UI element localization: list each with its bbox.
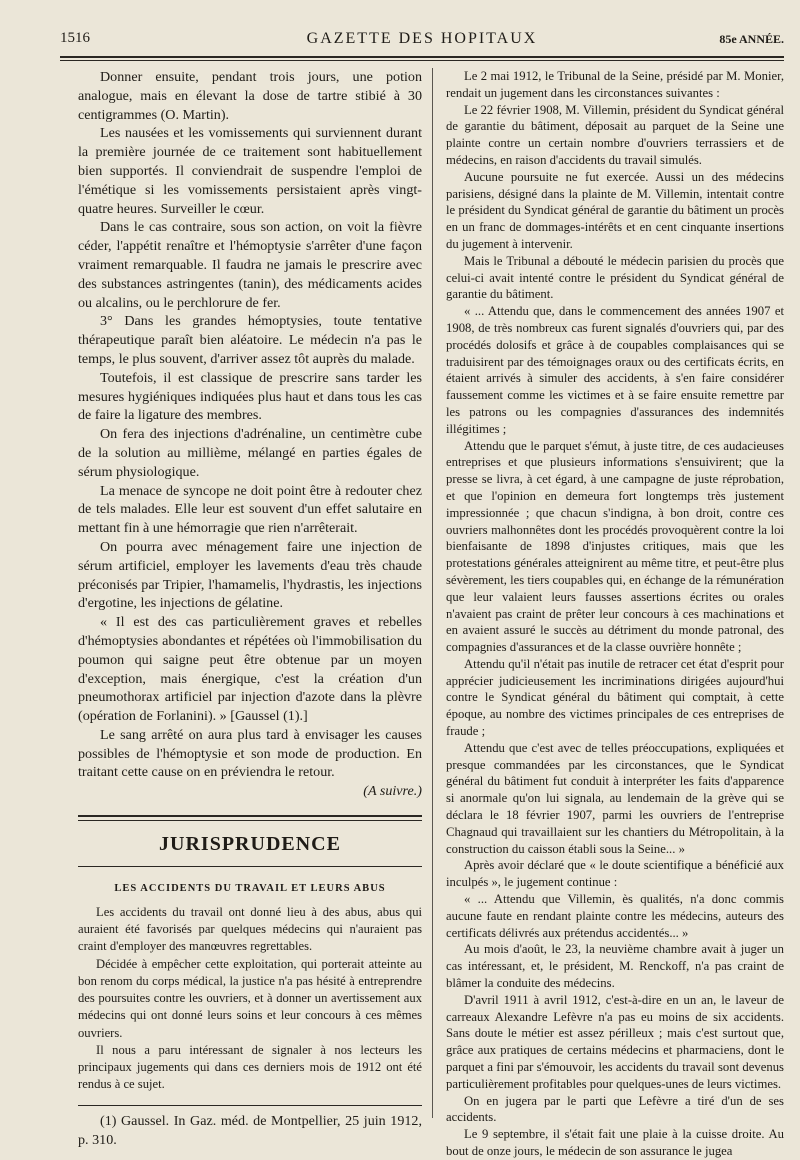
article-subtitle: LES ACCIDENTS DU TRAVAIL ET LEURS ABUS <box>114 883 386 895</box>
paragraph: On fera des injections d'adrénaline, un centimètre cube de la solution au millième, mélangé en parties égales de sérum physiologique. <box>78 426 422 480</box>
paragraph: Il nous a paru intéressant de signaler à nos lecteurs les principaux jugements qui dans ces derniers mois de 1912 ont été rendus à ce sujet. <box>78 1042 422 1092</box>
page-number: 1516 <box>60 30 90 46</box>
paragraph: Décidée à empêcher cette exploitation, qui porterait atteinte au bon renom du corps médical, la justice n'a pas hésité à entreprendre des poursuites contre les ouvriers, et à donner un avertissement aux médecins qui ont donné leurs soins et leur concours à ces mêmes ouvriers. <box>78 956 422 1040</box>
paragraph: Le 22 février 1908, M. Villemin, président du Syndicat général de garantie du bâtiment, déposait au parquet de la Seine une plainte contre un certain nombre d'ouvriers terrassiers et de médecins, en raison d'accidents du travail simulés. <box>446 102 784 167</box>
page-header <box>60 30 784 54</box>
paragraph: On pourra avec ménagement faire une injection de sérum artificiel, employer les lavements d'eau très chaude préconisés par Tripier, l'hamamelis, l'hydrastis, les injections d'ergotine, les injections de gélatine. <box>78 538 422 612</box>
paragraph: Mais le Tribunal a débouté le médecin parisien du procès que celui-ci avait intenté contre le président du Syndicat général de garantie du bâtiment. <box>446 253 784 302</box>
paragraph: Dans le cas contraire, sous son action, on voit la fièvre céder, l'appétit renaître et l'hémoptysie s'arrêter d'une façon vraiment remarquable. Il faudra ne jamais le prescrire avec des substances astringentes (tanin), des médicaments acides ou alcalins, ou le perchlorure de fer. <box>78 219 422 311</box>
column-separator <box>432 68 433 1118</box>
paragraph: Attendu que le parquet s'émut, à juste titre, de ces audacieuses entreprises et que plusieurs informations s'ensuivirent; que la presse se livra, à cet égard, à une campagne de juste réprobation, et que l'opinion en demeura fort longtemps très justement impressionnée ; que chacun s'indigna, à bon droit, contre ces ouvriers malhonnêtes dont les procédés provoquèrent contre la loi bienfaisante de 1898 d'injustes critiques, mais que les protestations générales atteignirent au même titre, et peut-être plus sévèrement, les tiers coupables qui, en échange de la rémunération que leur valaient leurs fausses assertions écrites ou orales n'avaient pas craint de prêter leur concours à ces machinations et en avaient assuré le succès au détriment du monde patronal, des compagnies d'assurances et de la classe ouvrière honnête ; <box>446 438 784 655</box>
paragraph: Les accidents du travail ont donné lieu à des abus, abus qui auraient été favorisés par quelques médecins qui n'auraient pas craint d'employer des manœuvres regrettables. <box>78 905 422 954</box>
journal-title: GAZETTE DES HOPITAUX <box>306 30 538 47</box>
paragraph: Après avoir déclaré que « le doute scientifique a bénéficié aux inculpés », le jugement continue : <box>446 858 784 890</box>
paragraph: Au mois d'août, le 23, la neuvième chambre avait à juger un cas intéressant, et, le président, M. Renckoff, n'a pas craint de blâmer la conduite des médecins. <box>446 942 784 991</box>
section-rule <box>78 815 422 817</box>
header-rule-thin <box>60 60 784 61</box>
paragraph: Attendu qu'il n'était pas inutile de retracer cet état d'esprit pour apprécier judicieusement les incriminations dirigées aujourd'hui contre le Syndicat général du bâtiment qui comptait, à cette époque, au nombre des victimes principales de ces entreprises de fraude ; <box>446 656 784 739</box>
paragraph: La menace de syncope ne doit point être à redouter chez de tels malades. Elle leur est souvent d'un effet salutaire en mettant fin à une hémorragie que rien n'arrêterait. <box>78 482 422 537</box>
section-title: JURISPRUDENCE <box>159 833 341 856</box>
paragraph: « Il est des cas particulièrement graves et rebelles d'hémoptysies abondantes et répétées où l'immobilisation du poumon qui saigne peut être obtenue par un moyen d'exception, mais énergique, c'est la création d'un pneumothorax artificiel par injection d'azote dans la plèvre (opération de Forlanini). » [Gaussel (1).] <box>78 614 422 725</box>
paragraph: Le 9 septembre, il s'était fait une plaie à la cuisse droite. Au bout de onze jours, le médecin de son assurance le jugea <box>446 1127 784 1158</box>
paragraph: Donner ensuite, pendant trois jours, une potion analogue, mais en élevant la dose de tartre stibié à 30 centigrammes (O. Martin). <box>78 69 422 123</box>
paragraph: Les nausées et les vomissements qui surviennent durant la première journée de ce traitement sont habituellement bien supportés. Il conviendrait de suspendre l'emploi de l'émétique si les vomissements persistaient après vingt-quatre heures. Surveiller le cœur. <box>78 125 422 217</box>
paragraph: Aucune poursuite ne fut exercée. Aussi un des médecins parisiens, désigné dans la plainte de M. Villemin, intentait contre le président du Syndicat général de garantie du bâtiment un procès en un franc de dommages-intérêts et en cent cinquante insertions du jugement à intervenir. <box>446 169 784 251</box>
paragraph: 3° Dans les grandes hémoptysies, toute tentative thérapeutique paraît bien aléatoire. Le médecin n'a pas le temps, le plus souvent, d'arriver assez tôt auprès du malade. <box>78 313 422 367</box>
to-be-continued: (A suivre.) <box>363 783 422 800</box>
section-title-rule <box>78 866 422 867</box>
journal-year: 85e ANNÉE. <box>719 32 784 46</box>
paragraph: « ... Attendu que Villemin, ès qualités, n'a donc commis aucune faute en rendant plainte contre les médecins, auteurs des certificats délivrés aux prétendus accidentés... » <box>446 892 784 940</box>
paragraph: Toutefois, il est classique de prescrire sans tarder les mesures hygiéniques indiquées plus haut et dans tous les cas de faire la ligature des membres. <box>78 369 422 424</box>
footnote-rule <box>78 1105 422 1106</box>
paragraph: D'avril 1911 à avril 1912, c'est-à-dire en un an, le laveur de carreaux Alexandre Lefèvre n'a pas eu moins de six accidents. Sans doute le métier est assez périlleux ; mais c'est surtout que, grâce aux pratiques de certains médecins et pharmaciens, dont le parquet a fini par s'émouvoir, les accidents du travail sont devenus particulièrement profitables pour quelques-unes de leurs victimes. <box>446 992 784 1091</box>
paragraph: Le 2 mai 1912, le Tribunal de la Seine, présidé par M. Monier, rendait un jugement dans les circonstances suivantes : <box>446 69 784 100</box>
section-rule-thin <box>78 820 422 821</box>
paragraph: Le sang arrêté on aura plus tard à envisager les causes possibles de l'hémoptysie et son mode de production. En traitant cette cause on en préviendra le retour. <box>78 726 422 781</box>
right-column <box>446 68 784 1160</box>
left-column <box>78 68 422 1150</box>
paragraph: Attendu que c'est avec de telles préoccupations, expliquées et presque commandées par les circonstances, que le Syndicat général du bâtiment fut conduit à interpréter les faits d'apparence si anormale qu'on lui signala, au lendemain de la grève qui se déclara le 18 février 1907, parmi les ouvriers de l'entreprise Chagnaud qui travaillaient sur les chantiers du Métropolitain, à la construction du caisson établi sous la Seine... » <box>446 740 784 856</box>
paragraph: « ... Attendu que, dans le commencement des années 1907 et 1908, de très nombreux cas furent signalés d'ouvriers qui, par des procédés dolosifs et grâce à de coupables complaisances qui se traduisirent par des témoignages oraux ou des certificats écrits, en étaient arrivés à simuler des accidents, à s'en faire considérer faussement comme les victimes et à se faire ensuite remettre par les patrons ou les compagnies d'assurances des indemnités illégitimes ; <box>446 304 784 436</box>
footnote: (1) Gaussel. In Gaz. méd. de Montpellier, 25 juin 1912, p. 310. <box>78 1113 422 1149</box>
header-rule <box>60 56 784 58</box>
paragraph: On en jugera par le parti que Lefèvre a tiré d'un de ses accidents. <box>446 1093 784 1125</box>
